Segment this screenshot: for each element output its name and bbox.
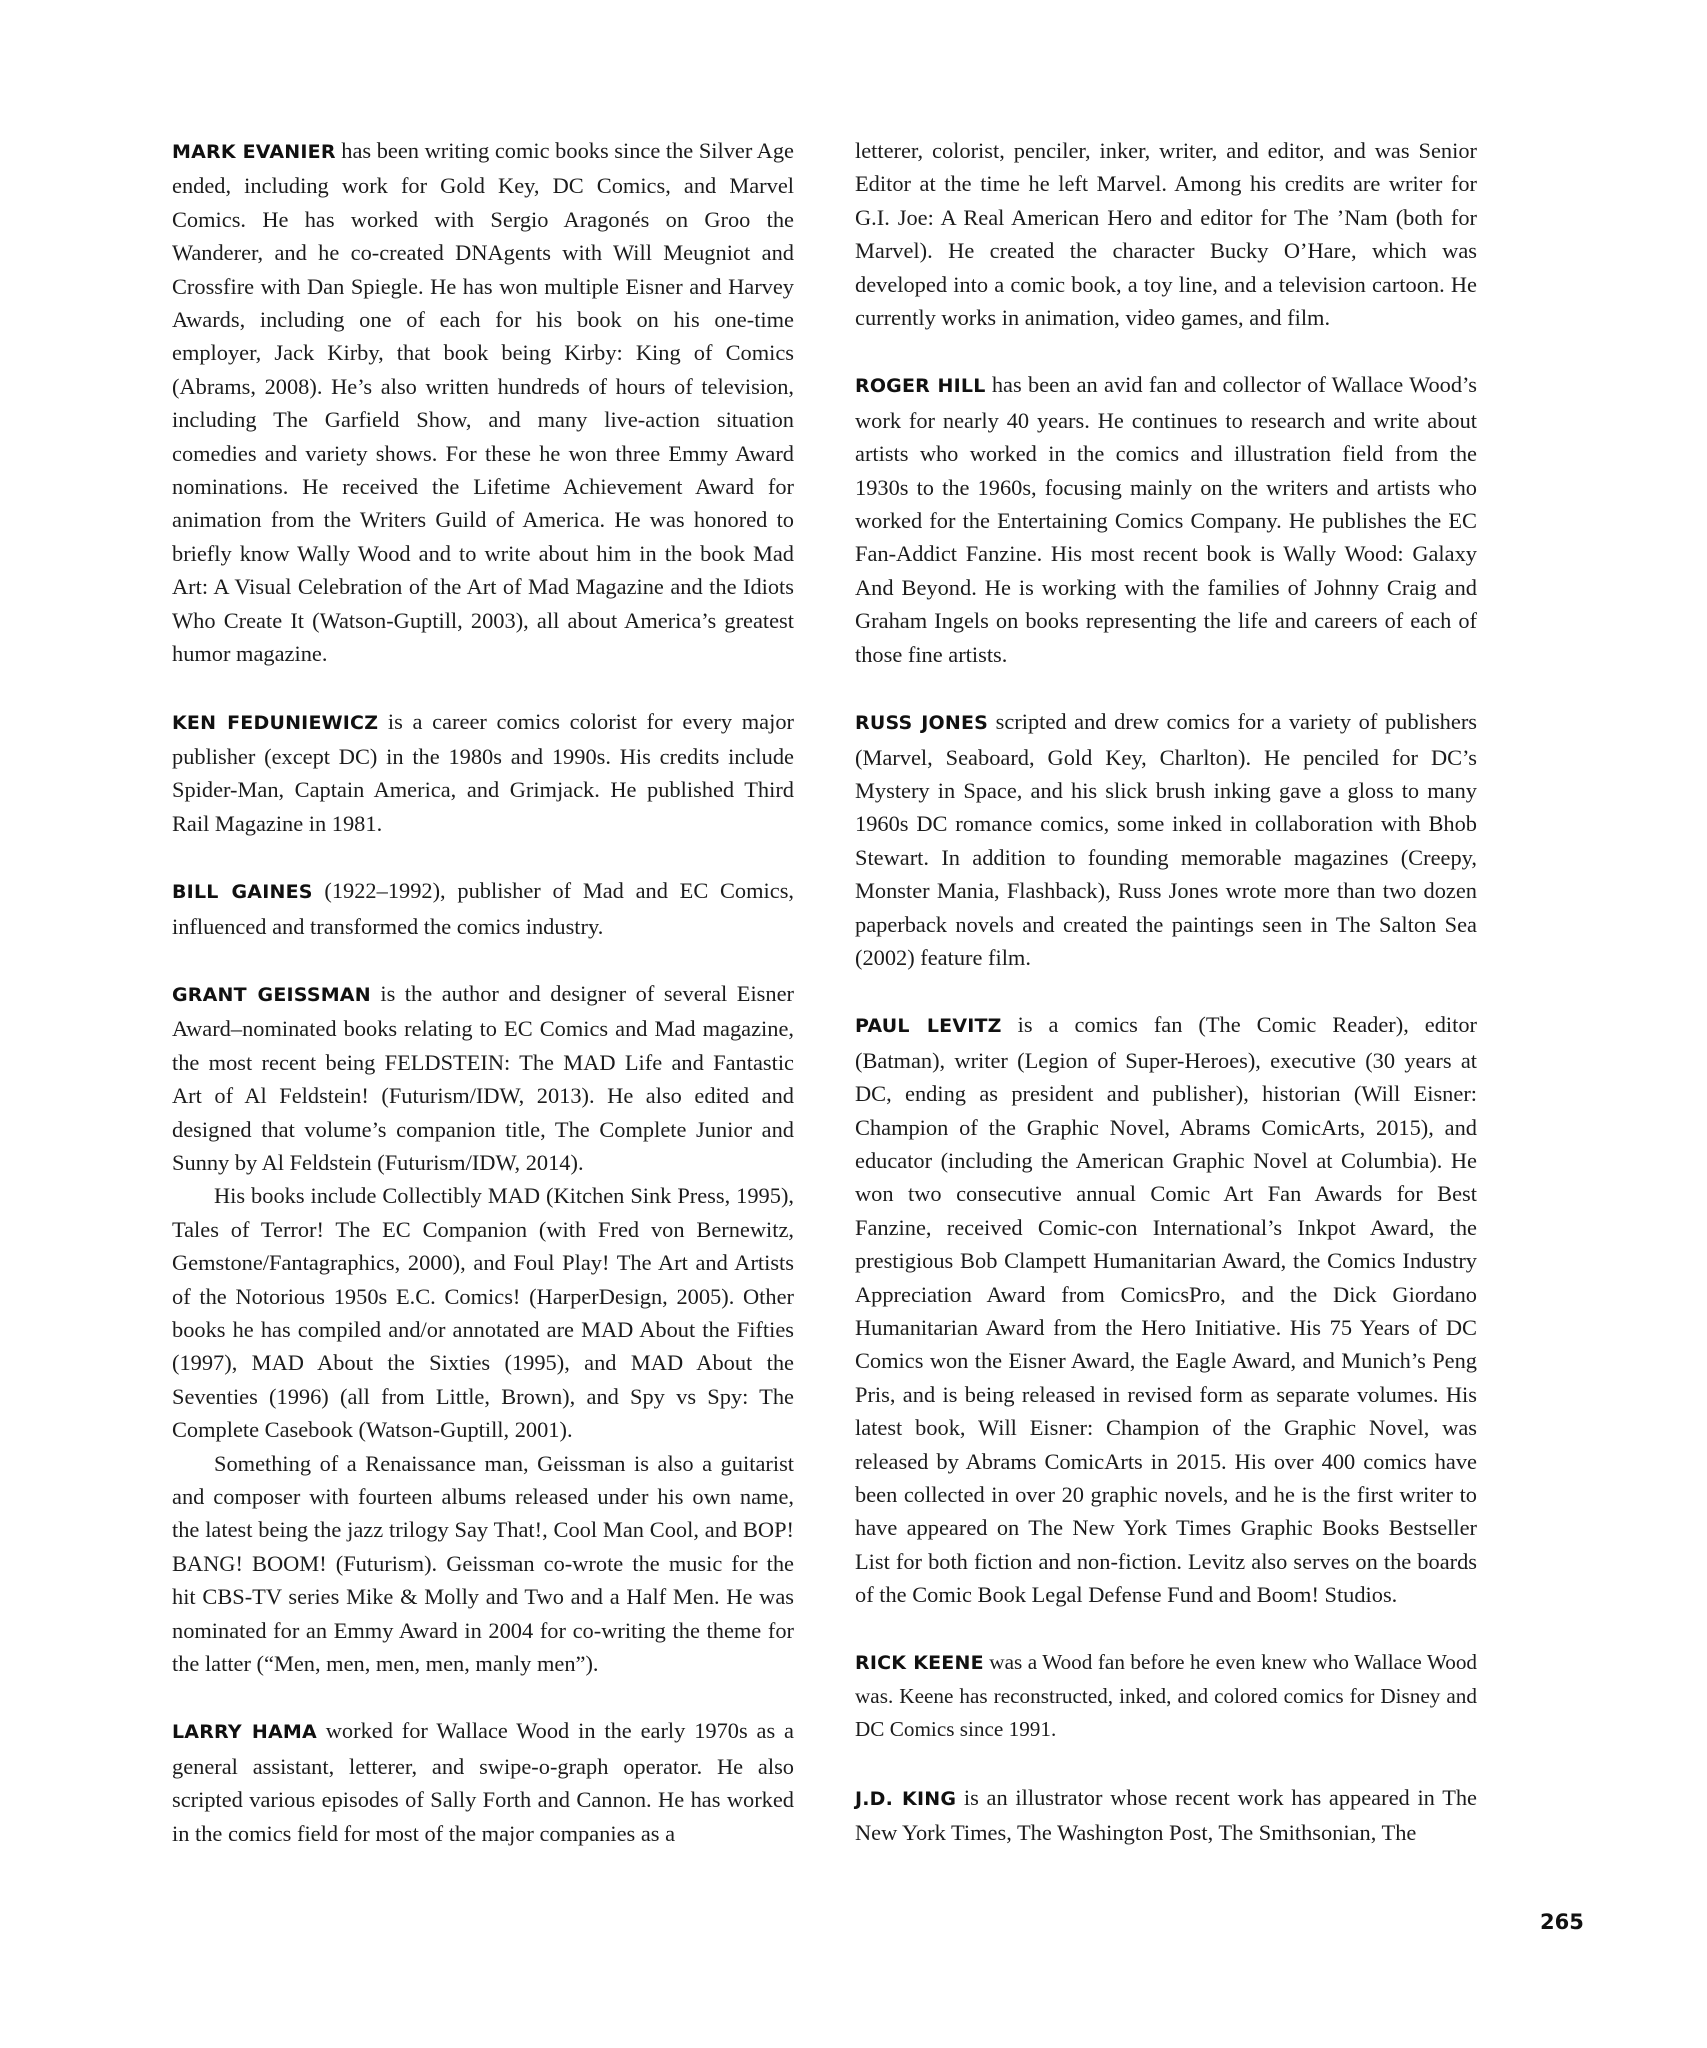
bio-paragraph [855,1781,1477,1850]
bio-text: was a Wood fan before he even knew who Wallace Wood was. Keene has reconstructed, inked, and colored comics for Disney and DC Comics since 1991. [855,1649,1478,1742]
bio-name: RUSS JONES [855,712,989,735]
bio-name: GRANT GEISSMAN [172,983,371,1006]
bio-paragraph [172,977,794,1179]
bio-paul-levitz [855,1008,1477,1611]
bio-paragraph [172,874,794,943]
bio-name: KEN FEDUNIEWICZ [172,711,379,734]
bio-bill-gaines [172,874,794,943]
bio-mark-evanier [172,134,794,671]
bio-text: is a comics fan (The Comic Reader), editor (Batman), writer (Legion of Super-Heroes), executive (30 years at DC, ending as president and publisher), historian (Will Eisner: Champion of the Graphic Novel, Abrams ComicArts, 2015), and educator (including the American Graphic Novel at Columbia). He won two consecutive annual Comic Art Fan Awards for Best Fanzine, received Comic-con International’s Inkpot Award, the prestigious Bob Clampett Humanitarian Award, the Comics Industry Appreciation Award from ComicsPro, and the Dick Giordano Humanitarian Award from the Hero Initiative. His 75 Years of DC Comics won the Eisner Award, the Eagle Award, and Munich’s Peng Pris, and is being released in revised form as separate volumes. His latest book, Will Eisner: Champion of the Graphic Novel, was released by Abrams ComicArts in 2015. His over 400 comics have been collected in over 20 graphic novels, and he is the first writer to have appeared on The New York Times Graphic Books Bestseller List for both fiction and non-fiction. Levitz also serves on the boards of the Comic Book Legal Defense Fund and Boom! Studios. [855,1012,1477,1608]
bio-text: is a career comics colorist for every major publisher (except DC) in the 1980s and 1990s. His credits include Spider-Man, Captain America, and Grimjack. He published Third Rail Magazine in 1981. [172,708,794,836]
bio-paragraph-3: Something of a Renaissance man, Geissman is also a guitarist and composer with fourteen albums released under his own name, the latest being the jazz trilogy Say That!, Cool Man Cool, and BOP! BANG! BOOM! (Futurism). Geissman co-wrote the music for the hit CBS-TV series Mike & Molly and Two and a Half Men. He was nominated for an Emmy Award in 2004 for co-writing the theme for the latter (“Men, men, men, men, manly men”). [172,1450,794,1677]
bio-text: is an illustrator whose recent work has appeared in The New York Times, The Washington Post, The Smithsonian, The [855,1784,1477,1846]
bio-paragraph [172,134,794,671]
bio-roger-hill [855,368,1477,671]
bio-paragraph [855,368,1477,671]
bio-paragraph [855,705,1477,974]
bio-ken-feduniewicz [172,705,794,841]
bio-name: RICK KEENE [855,1651,984,1674]
bio-text: has been an avid fan and collector of Wallace Wood’s work for nearly 40 years. He continues to research and write about artists who worked in the comics and illustration field from the 1930s to the 1960s, focusing mainly on the writers and artists who worked for the Entertaining Comics Company. He publishes the EC Fan-Addict Fanzine. His most recent book is Wally Wood: Galaxy And Beyond. He is working with the families of Johnny Craig and Graham Ingels on books representing the life and careers of each of those fine artists. [855,372,1477,667]
bio-name: ROGER HILL [855,375,986,398]
bio-text: has been writing comic books since the Silver Age ended, including work for Gold Key, DC Comics, and Marvel Comics. He has worked with Sergio Aragonés on Groo the Wanderer, and he co-created DNAgents with Will Meugniot and Crossfire with Dan Spiegle. He has won multiple Eisner and Harvey Awards, including one of each for his book on his one-time employer, Jack Kirby, that book being Kirby: King of Comics (Abrams, 2008). He’s also written hundreds of hours of television, including The Garfield Show, and many live-action situation comedies and variety shows. For these he won three Emmy Award nominations. He received the Lifetime Achievement Award for animation from the Writers Guild of America. He was honored to briefly know Wally Wood and to write about him in the book Mad Art: A Visual Celebration of the Art of Mad Magazine and the Idiots Who Create It (Watson-Guptill, 2003), all about America’s greatest humor magazine. [172,138,794,667]
bio-rick-keene [855,1646,1477,1747]
bio-paragraph [855,1646,1477,1747]
bio-paragraph [855,1008,1477,1611]
bio-jd-king [855,1781,1477,1850]
bio-name: LARRY HAMA [172,1721,317,1744]
bio-name: BILL GAINES [172,881,313,904]
bio-paragraph [172,1714,794,1850]
bio-larry-hama-continued [855,134,1477,334]
bio-text: (1922–1992), publisher of Mad and EC Comics, influenced and transformed the comics industry. [172,878,795,939]
right-column [855,134,1477,1884]
bio-name: J.D. KING [855,1787,957,1810]
bio-name: PAUL LEVITZ [855,1015,1002,1038]
bio-larry-hama [172,1714,794,1850]
bio-paragraph: letterer, colorist, penciler, inker, writer, and editor, and was Senior Editor at the time he left Marvel. Among his credits are writer for G.I. Joe: A Real American Hero and editor for The ’Nam (both for Marvel). He created the character Bucky O’Hare, which was developed into a comic book, a toy line, and a television cartoon. He currently works in animation, video games, and film. [855,138,1477,331]
bio-text: is the author and designer of several Eisner Award–nominated books relating to EC Comics and Mad magazine, the most recent being FELDSTEIN: The MAD Life and Fantastic Art of Al Feldstein! (Futurism/IDW, 2013). He also edited and designed that volume’s companion title, The Complete Junior and Sunny by Al Feldstein (Futurism/IDW, 2014). [172,980,794,1175]
bio-name: MARK EVANIER [172,141,336,163]
page-number: 265 [1540,1910,1584,1934]
left-column [172,134,794,1884]
bio-grant-geissman [172,977,794,1681]
bio-paragraph [172,705,794,841]
bio-text: worked for Wallace Wood in the early 1970s as a general assistant, letterer, and swipe-o-graph operator. He also scripted various episodes of Sally Forth and Cannon. He has worked in the comics field for most of the major companies as a [172,1718,794,1846]
bio-paragraph-2: His books include Collectibly MAD (Kitchen Sink Press, 1995), Tales of Terror! The EC Companion (with Fred von Bernewitz, Gemstone/Fantagraphics, 2000), and Foul Play! The Art and Artists of the Notorious 1950s E.C. Comics! (HarperDesign, 2005). Other books he has compiled and/or annotated are MAD About the Fifties (1997), MAD About the Sixties (1995), and MAD About the Seventies (1996) (all from Little, Brown), and Spy vs Spy: The Complete Casebook (Watson-Guptill, 2001). [172,1183,794,1443]
bio-text: scripted and drew comics for a variety of publishers (Marvel, Seaboard, Gold Key, Charlton). He penciled for DC’s Mystery in Space, and his slick brush inking gave a gloss to many 1960s DC romance comics, some inked in collaboration with Bhob Stewart. In addition to founding memorable magazines (Creepy, Monster Mania, Flashback), Russ Jones wrote more than two dozen paperback novels and created the paintings seen in The Salton Sea (2002) feature film. [855,709,1477,970]
bio-russ-jones [855,705,1477,974]
